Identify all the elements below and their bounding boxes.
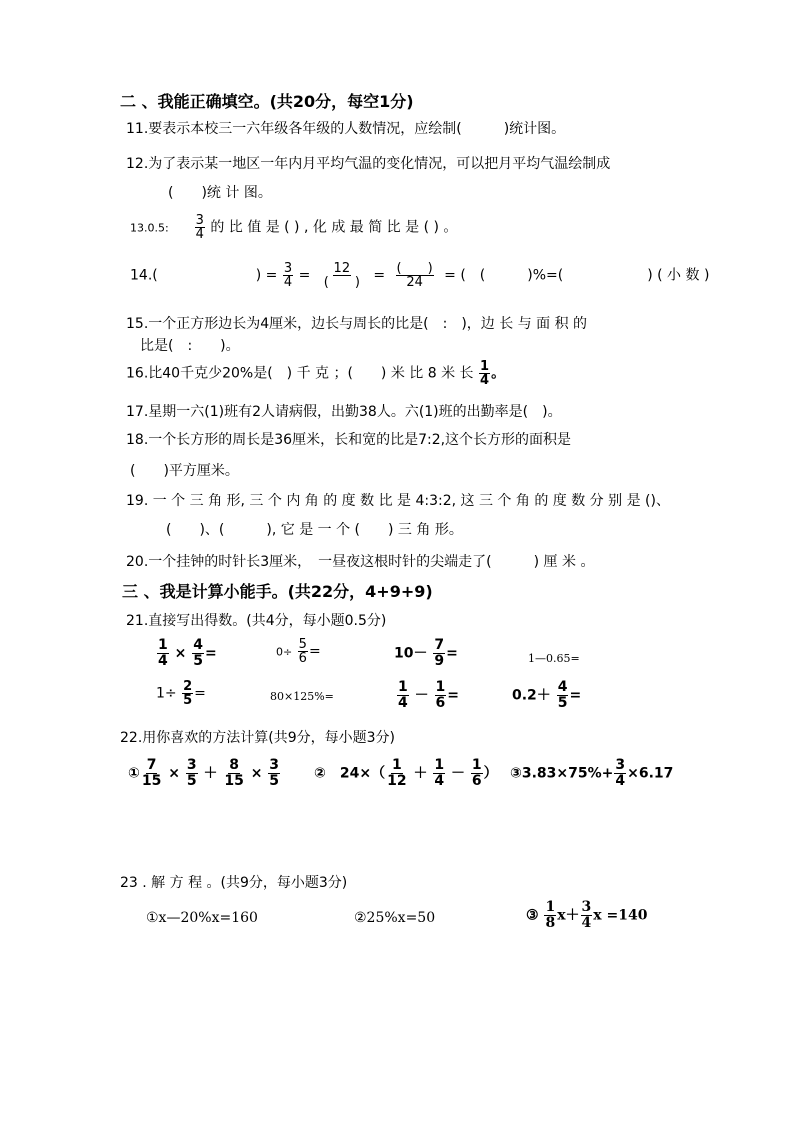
question-20: 20.一个挂钟的时针长3厘米， 一昼夜这根时针的尖端走了( ) 厘 米 。 bbox=[126, 554, 595, 570]
question-18-line1: 18.一个长方形的周长是36厘米，长和宽的比是7:2,这个长方形的面积是 bbox=[126, 432, 572, 448]
expr-1: ① $\frac{7}{15}$ × $\frac{3}{5}$ ＋ $\frac{8}{15}$ × $\frac{3}{5}$ bbox=[128, 757, 280, 789]
question-19-line2: ( )、( ), 它 是 一 个 ( ) 三 角 形。 bbox=[166, 522, 463, 538]
calc-2: 0÷ $\frac{5}{6}$ = bbox=[276, 637, 321, 666]
calc-7: $\frac{1}{4}$ － $\frac{1}{6}$ = bbox=[398, 679, 459, 711]
expr-3: ③3.83×75%+ $\frac{3}{4}$ ×6.17 bbox=[510, 757, 674, 789]
question-14: 14.( ) = $\frac{3}{4}$ = 12 ( ) = ( ) 24 = ( ( )%=( ) ( 小 数 ) bbox=[130, 261, 710, 290]
calc-4: 1—0.65= bbox=[528, 652, 580, 665]
q16-fraction: $\frac{1}{4}$ bbox=[480, 359, 490, 388]
question-13 bbox=[130, 214, 457, 241]
q14-fraction-2: 12 ( ) bbox=[323, 261, 360, 290]
equation-3: ③ $\frac{1}{8}$ x＋ $\frac{3}{4}$ x =140 bbox=[526, 899, 648, 931]
question-15-line2: 比是( : )。 bbox=[140, 338, 240, 354]
calc-5: 1÷ $\frac{2}{5}$ = bbox=[156, 679, 206, 708]
question-17: 17.星期一六(1)班有2人请病假，出勤38人。六(1)班的出勤率是( )。 bbox=[126, 404, 562, 420]
q13-fraction: $\frac{3}{4}$ bbox=[195, 213, 204, 242]
calc-8: 0.2＋ $\frac{4}{5}$ = bbox=[512, 679, 582, 711]
question-18-line2: ( )平方厘米。 bbox=[130, 463, 239, 479]
question-16: 16.比40千克少20%是( ) 千 克 ；( ) 米 比 8 米 长 $\frac{1}{4}$ 。 bbox=[126, 359, 506, 388]
q13-text: 的 比 值 是 ( ) , 化 成 最 简 比 是 ( ) 。 bbox=[210, 219, 458, 236]
question-23: 23 . 解 方 程 。(共9分，每小题3分) bbox=[120, 875, 348, 891]
equation-1: ①x—20%x=160 bbox=[146, 910, 258, 926]
question-12-line2: ( )统 计 图。 bbox=[168, 185, 272, 201]
question-11: 11.要表示本校三一六年级各年级的人数情况，应绘制( )统计图。 bbox=[126, 121, 566, 137]
calc-1: $\frac{1}{4}$ × $\frac{4}{5}$ = bbox=[158, 637, 217, 669]
q14-fraction-3: ( ) 24 bbox=[396, 261, 433, 290]
question-15-line1: 15.一个正方形边长为4厘米，边长与周长的比是( : )，边 长 与 面 积 的 bbox=[126, 316, 588, 332]
equation-2: ②25%x=50 bbox=[354, 910, 436, 926]
section-2-title: 二 、我能正确填空。(共20分，每空1分) bbox=[120, 92, 414, 111]
question-12-line1: 12.为了表示某一地区一年内月平均气温的变化情况，可以把月平均气温绘制成 bbox=[126, 156, 611, 172]
question-22: 22.用你喜欢的方法计算(共9分，每小题3分) bbox=[120, 730, 396, 746]
question-21: 21.直接写出得数。(共4分，每小题0.5分) bbox=[126, 613, 387, 629]
calc-3: 10－ $\frac{7}{9}$ = bbox=[394, 637, 458, 669]
question-19-line1: 19. 一 个 三 角 形, 三 个 内 角 的 度 数 比 是 4:3:2, 这 三 个 角 的 度 数 分 别 是 ()、 bbox=[126, 493, 670, 509]
q14-fraction-1: $\frac{3}{4}$ bbox=[283, 261, 293, 290]
expr-2: ② 24×（ $\frac{1}{12}$ ＋ $\frac{1}{4}$ － $\frac{1}{6}$ ） bbox=[314, 757, 498, 789]
calc-6: 80×125%= bbox=[270, 690, 334, 703]
section-3-title: 三 、我是计算小能手。(共22分，4+9+9) bbox=[122, 582, 433, 601]
q13-prefix: 13.0.5: bbox=[130, 221, 169, 235]
